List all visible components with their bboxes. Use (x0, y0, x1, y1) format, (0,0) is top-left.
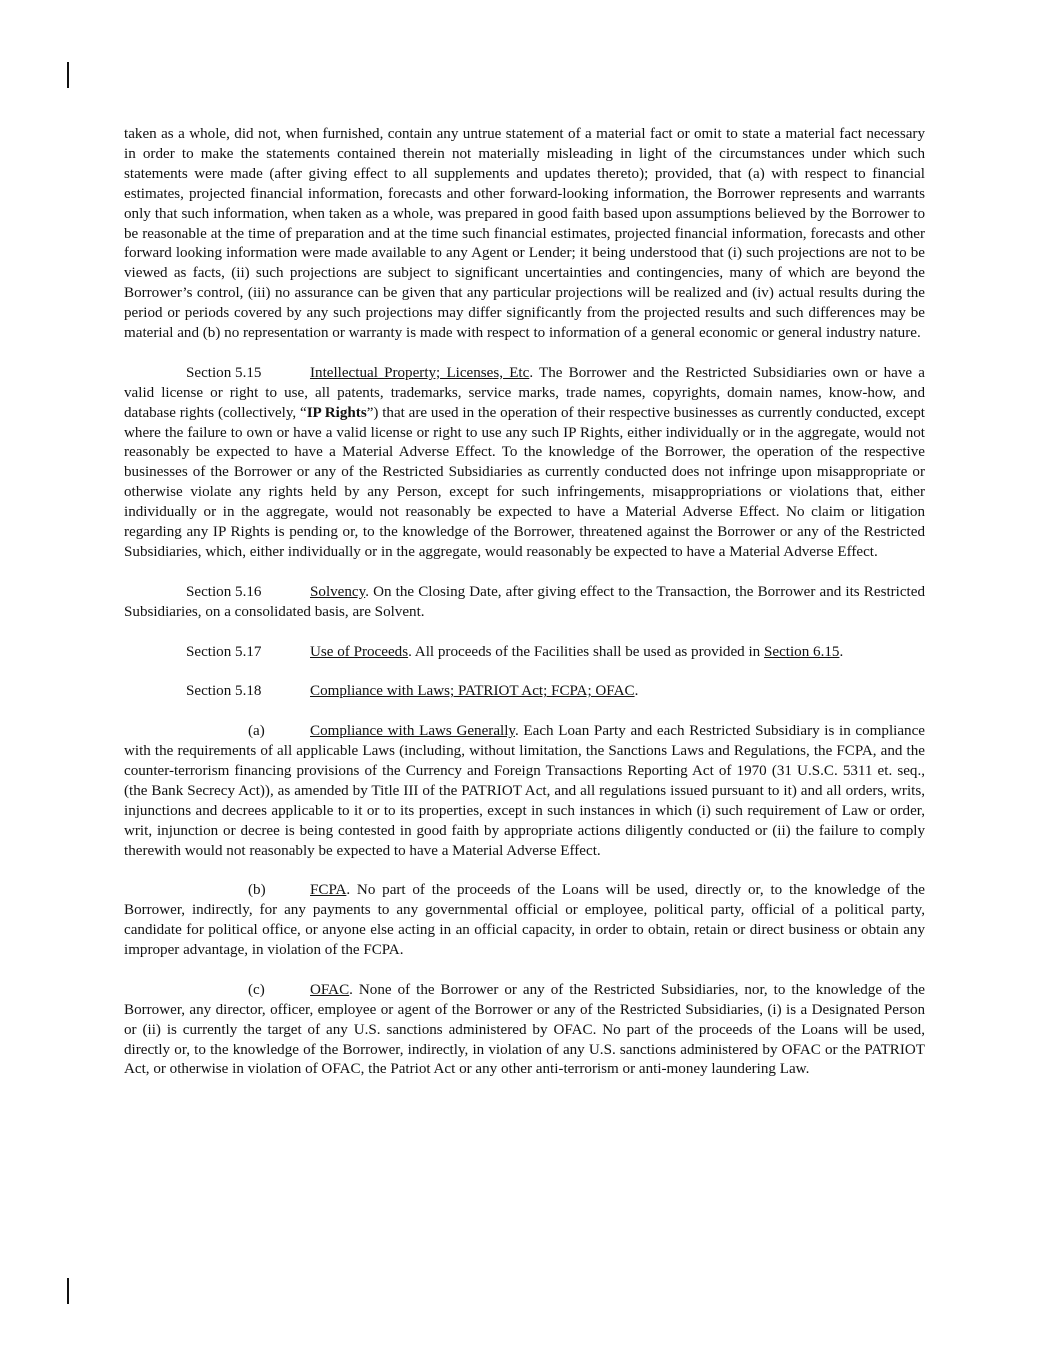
subsection-label: (b) (248, 882, 266, 899)
section-number: Section 5.17 (186, 643, 262, 660)
section-text-continued: ”) that are used in the operation of their respective businesses as currently conducted, except where the failure to own or have a valid license or right to use any such IP Rights, either individually or in the aggregate, would not reasonably be expected to have a Material Adverse Effect. To the knowledge of the Borrower, the operation of the respective businesses of the Borrower or any of the Restricted Subsidiaries as currently conducted does not infringe upon misappropriate or otherwise violate any rights held by any Person, except for such infringements, misappropriations or violations that, either individually or in the aggregate, would not reasonably be expected to have a Material Adverse Effect. No claim or litigation regarding any IP Rights is pending or, to the knowledge of the Borrower, threatened against the Borrower or any of the Restricted Subsidiaries, which, either individually or in the aggregate, would reasonably be expected to have a Material Adverse Effect. (124, 404, 925, 561)
section-heading: Use of Proceeds (310, 643, 409, 660)
section-text: . On the Closing Date, after giving effect to the Transaction, the Borrower and its Restricted Subsidiaries, on a consolidated basis, are Solvent. (124, 583, 925, 620)
section-5-17-paragraph (124, 643, 925, 663)
subsection-text: . None of the Borrower or any of the Restricted Subsidiaries, nor, to the knowledge of the Borrower, any director, officer, employee or agent of the Borrower or any of the Restricted Subsidiaries, (i) is a Designated Person or (ii) is currently the target of any U.S. sanctions administered by OFAC. No part of the proceeds of the Loans will be used, directly or, to the knowledge of the Borrower, indirectly, in violation of any U.S. sanctions administered by OFAC or the PATRIOT Act, or otherwise in violation of OFAC, the Patriot Act or any other anti-terrorism or anti-money laundering Law. (124, 981, 925, 1078)
subsection-text: . Each Loan Party and each Restricted Subsidiary is in compliance with the requirements of all applicable Laws (including, without limitation, the Sanctions Laws and Regulations, the FCPA, and the counter-terrorism financing provisions of the Currency and Foreign Transactions Reporting Act of 1970 (31 U.S.C. 5311 et. seq., (the Bank Secrecy Act)), as amended by Title III of the PATRIOT Act, and all regulations issued pursuant to it) and all orders, writs, injunctions and decrees applicable to it or to its properties, except in such instances in which (i) such requirement of Law or order, writ, injunction or decree is being contested in good faith by appropriate actions diligently conducted or (ii) the failure to comply therewith would not reasonably be expected to have a Material Adverse Effect. (124, 723, 925, 859)
section-number: Section 5.16 (186, 583, 262, 600)
intro-text: taken as a whole, did not, when furnished, contain any untrue statement of a material fact or omit to state a material fact necessary in order to make the statements contained therein not materially misleading in light of the circumstances under which such statements were made (after giving effect to all supplements and updates thereto); provided, that (a) with respect to financial estimates, projected financial information, forecasts and other forward-looking information, the Borrower represents and warrants only that such information, when taken as a whole, was prepared in good faith based upon assumptions believed by the Borrower to be reasonable at the time of preparation and at the time such financial estimates, projected financial information, forecasts and other forward looking information were made available to any Agent or Lender; it being understood that (i) such projections are not to be viewed as facts, (ii) such projections are subject to significant uncertainties and contingencies, many of which are beyond the Borrower’s control, (iii) no assurance can be given that any particular projections will be realized and (iv) actual results during the period or periods covered by any such projections may differ significantly from the projected results and such differences may be material and (b) no representation or warranty is made with respect to information of a general economic or general industry nature. (124, 126, 925, 342)
revision-change-bar-top (67, 62, 69, 88)
subsection-label: (c) (248, 981, 265, 998)
section-heading: Compliance with Laws; PATRIOT Act; FCPA; OFAC (310, 683, 635, 700)
section-heading: Intellectual Property; Licenses, Etc (310, 364, 530, 381)
subsection-a-paragraph (124, 722, 925, 861)
section-number: Section 5.15 (186, 364, 262, 381)
section-text-end: . (839, 643, 844, 660)
intro-paragraph (124, 125, 925, 344)
defined-term: IP Rights (306, 404, 367, 421)
section-5-15-paragraph (124, 364, 925, 563)
subsection-heading: FCPA (310, 882, 347, 899)
subsection-c-paragraph (124, 981, 925, 1081)
section-text: . (634, 683, 639, 700)
subsection-label: (a) (248, 723, 265, 740)
subsection-heading: Compliance with Laws Generally (310, 723, 515, 740)
subsection-heading: OFAC (310, 981, 350, 998)
section-5-16-paragraph (124, 583, 925, 623)
cross-reference: Section 6.15 (763, 643, 840, 660)
section-number: Section 5.18 (186, 683, 262, 700)
subsection-text: . No part of the proceeds of the Loans will be used, directly or, to the knowledge of the Borrower, indirectly, for any payments to any governmental official or employee, political party, official of a political party, candidate for political office, or anyone else acting in an official capacity, in order to obtain, retain or direct business or obtain any improper advantage, in violation of the FCPA. (124, 882, 925, 959)
section-text: . The Borrower and the Restricted Subsidiaries own or have a valid license or right to use, all patents, trademarks, service marks, trade names, copyrights, domain names, know-how, and database rights (collectively, “ (124, 364, 926, 421)
subsection-b-paragraph (124, 881, 925, 961)
section-5-18-paragraph (124, 682, 925, 702)
section-heading: Solvency (310, 583, 366, 600)
document-body (124, 125, 925, 1100)
section-text: . All proceeds of the Facilities shall be used as provided in (408, 643, 764, 660)
revision-change-bar-bottom (67, 1278, 69, 1304)
